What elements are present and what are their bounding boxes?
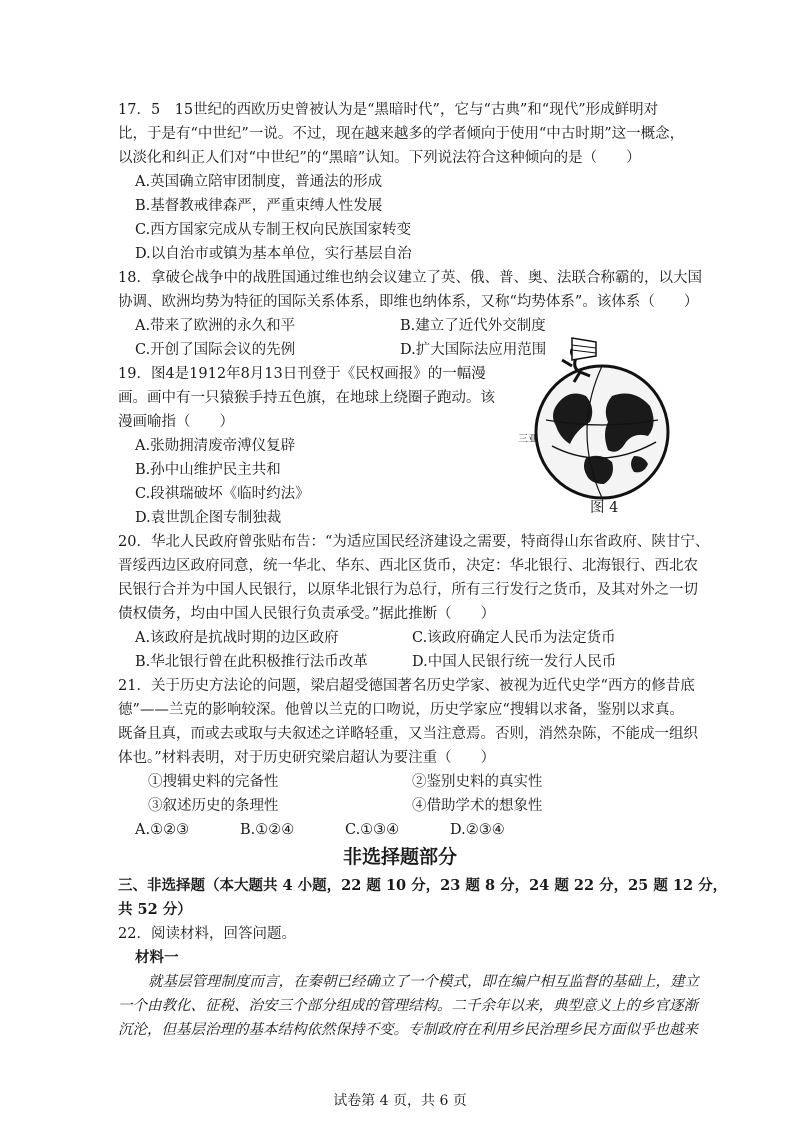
q21-item-3: ③叙述历史的条理性 bbox=[148, 798, 279, 814]
q17-option-b: B.基督教戒律森严，严重束缚人性发展 bbox=[135, 198, 383, 214]
q18-option-b: B.建立了近代外交制度 bbox=[400, 318, 546, 334]
q21-option-d: D.②③④ bbox=[450, 822, 505, 838]
material-line-1: 就基层管理制度而言，在秦朝已经确立了一个模式，即在编户相互监督的基础上，建立 bbox=[148, 974, 699, 990]
q21-line-2: 德”——兰克的影响较深。他曾以兰克的口吻说，历史学家应“搜辑以求备，鉴别以求真。 bbox=[118, 702, 684, 718]
section-heading: 三、非选择题（本大题共 4 小题，22 题 10 分，23 题 8 分，24 题 22 分，25 题 12 分， bbox=[118, 877, 728, 894]
q21-line-1: 21．关于历史方法论的问题，梁启超受德国著名历史学家、被视为近代史学“西方的修昔底 bbox=[118, 678, 695, 694]
q20-option-b: B.华北银行曾在此积极推行法币改革 bbox=[135, 654, 368, 670]
q19-line-2: 画。画中有一只猿猴手持五色旗，在地球上绕圈子跑动。该 bbox=[118, 390, 495, 406]
q20-line-2: 晋绥西边区政府同意，统一华北、华东、西北区货币，决定：华北银行、北海银行、西北农 bbox=[118, 558, 698, 574]
q18-option-d: D.扩大国际法应用范围 bbox=[400, 342, 547, 358]
q17-line-2: 比，于是有“中世纪”一说。不过，现在越来越多的学者倾向于使用“中古时期”这一概念， bbox=[118, 126, 685, 142]
material-line-2: 一个由教化、征税、治安三个部分组成的管理结构。二千余年以来，典型意义上的乡官逐渐 bbox=[118, 998, 698, 1014]
q19-option-b: B.孙中山维护民主共和 bbox=[135, 462, 281, 478]
page-footer: 试卷第 4 页，共 6 页 bbox=[333, 1093, 467, 1109]
q17-line-3: 以淡化和纠正人们对“中世纪”的“黑暗”认知。下列说法符合这种倾向的是（ ） bbox=[118, 150, 641, 166]
q21-item-2: ②鉴别史料的真实性 bbox=[412, 774, 543, 790]
q18-line-1: 18．拿破仑战争中的战胜国通过维也纳会议建立了英、俄、普、奥、法联合称霸的，以大国 bbox=[118, 270, 702, 286]
figure-caption: 图 4 bbox=[590, 500, 619, 516]
q19-option-d: D.袁世凯企图专制独裁 bbox=[135, 510, 282, 526]
q21-item-1: ①搜辑史料的完备性 bbox=[148, 774, 279, 790]
q17-line-1: 17．5 15世纪的西欧历史曾被认为是“黑暗时代”，它与“古典”和“现代”形成鲜明对 bbox=[118, 102, 659, 118]
q21-option-a: A.①②③ bbox=[135, 822, 190, 838]
q20-option-d: D.中国人民银行统一发行人民币 bbox=[412, 654, 617, 670]
section-heading-cont: 共 52 分） bbox=[118, 901, 192, 918]
q20-option-a: A.该政府是抗战时期的边区政府 bbox=[135, 630, 339, 646]
q17-option-a: A.英国确立陪审团制度，普通法的形成 bbox=[135, 174, 383, 190]
section-title: 非选择题部分 bbox=[342, 846, 457, 868]
q19-line-3: 漫画喻指（ ） bbox=[118, 414, 234, 430]
q22-intro: 22．阅读材料，回答问题。 bbox=[118, 926, 296, 942]
figure-side-text: 三亚 bbox=[518, 434, 538, 445]
q19-option-a: A.张勋拥清废帝溥仪复辟 bbox=[135, 438, 296, 454]
q18-option-a: A.带来了欧洲的永久和平 bbox=[135, 318, 296, 334]
q18-option-c: C.开创了国际会议的先例 bbox=[135, 342, 296, 358]
globe-monkey-cartoon-icon bbox=[516, 336, 688, 508]
q21-item-4: ④借助学术的想象性 bbox=[412, 798, 543, 814]
q20-line-3: 民银行合并为中国人民银行，以原华北银行为总行，所有三行发行之货币，及其对外之一切 bbox=[118, 582, 698, 598]
q21-line-3: 既备且真，而或去或取与夫叙述之详略轻重，又当注意焉。否则，消然杂陈，不能成一组织 bbox=[118, 726, 698, 742]
q20-line-4: 债权债务，均由中国人民银行负责承受。”据此推断（ ） bbox=[118, 606, 496, 622]
q20-line-1: 20．华北人民政府曾张贴布告：“为适应国民经济建设之需要，特商得山东省政府、陕甘宁、 bbox=[118, 534, 710, 550]
q19-option-c: C.段祺瑞破坏《临时约法》 bbox=[135, 486, 310, 502]
q21-option-c: C.①③④ bbox=[345, 822, 400, 838]
material-line-3: 沉沦，但基层治理的基本结构依然保持不变。专制政府在利用乡民治理乡民方面似乎也越来 bbox=[118, 1022, 698, 1038]
q21-option-b: B.①②④ bbox=[240, 822, 295, 838]
q20-option-c: C.该政府确定人民币为法定货币 bbox=[412, 630, 616, 646]
material-label: 材料一 bbox=[135, 949, 179, 966]
q21-line-4: 体也。”材料表明，对于历史研究梁启超认为要注重（ ） bbox=[118, 750, 496, 766]
q19-line-1: 19．图4是1912年8月13日刊登于《民权画报》的一幅漫 bbox=[118, 366, 486, 382]
q18-line-2: 协调、欧洲均势为特征的国际关系体系，即维也纳体系，又称“均势体系”。该体系（ ） bbox=[118, 294, 699, 310]
q17-option-c: C.西方国家完成从专制王权向民族国家转变 bbox=[135, 222, 412, 238]
q17-option-d: D.以自治市或镇为基本单位，实行基层自治 bbox=[135, 246, 412, 262]
